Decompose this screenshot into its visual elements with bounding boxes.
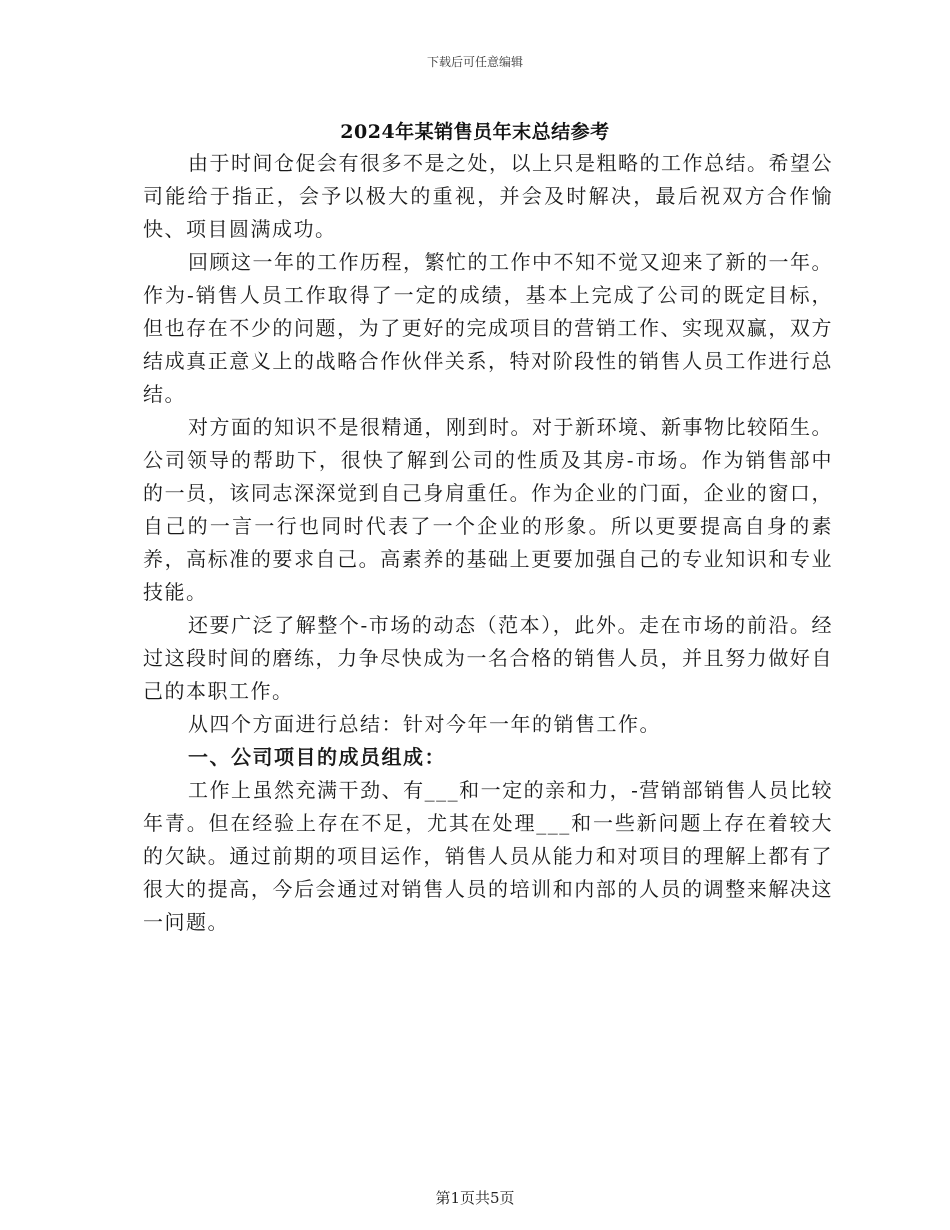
paragraph: 由于时间仓促会有很多不是之处，以上只是粗略的工作总结。希望公司能给于指正，会予以极大的重视，并会及时解决，最后祝双方合作愉快、项目圆满成功。	[143, 151, 833, 241]
paragraph: 对方面的知识不是很精通，刚到时。对于新环境、新事物比较陌生。公司领导的帮助下，很快了解到公司的性质及其房-市场。作为销售部中的一员，该同志深深觉到自己身肩重任。作为企业的门面，企业的窗口，自己的一言一行也同时代表了一个企业的形象。所以更要提高自身的素养，高标准的要求自己。高素养的基础上更要加强自己的专业知识和专业技能。	[143, 415, 833, 604]
document-body	[143, 147, 833, 939]
paragraph: 回顾这一年的工作历程，繁忙的工作中不知不觉又迎来了新的一年。作为-销售人员工作取得了一定的成绩，基本上完成了公司的既定目标，但也存在不少的问题，为了更好的完成项目的营销工作、实现双赢，双方结成真正意义上的战略合作伙伴关系，特对阶段性的销售人员工作进行总结。	[143, 250, 833, 406]
page-number: 第1页共5页	[435, 1189, 515, 1207]
paragraph: 工作上虽然充满干劲、有___和一定的亲和力，-营销部销售人员比较年青。但在经验上存在不足，尤其在处理___和一些新问题上存在着较大的欠缺。通过前期的项目运作，销售人员从能力和对项目的理解上都有了很大的提高，今后会通过对销售人员的培训和内部的人员的调整来解决这一问题。	[143, 778, 833, 934]
document-title: 2024年某销售员年末总结参考	[340, 121, 610, 143]
header-note: 下载后可任意编辑	[426, 55, 523, 69]
section-heading: 一、公司项目的成员组成：	[188, 745, 446, 769]
paragraph: 还要广泛了解整个-市场的动态（范本），此外。走在市场的前沿。经过这段时间的磨练，力争尽快成为一名合格的销售人员，并且努力做好自己的本职工作。	[143, 613, 833, 703]
paragraph: 从四个方面进行总结：针对今年一年的销售工作。	[188, 712, 661, 736]
